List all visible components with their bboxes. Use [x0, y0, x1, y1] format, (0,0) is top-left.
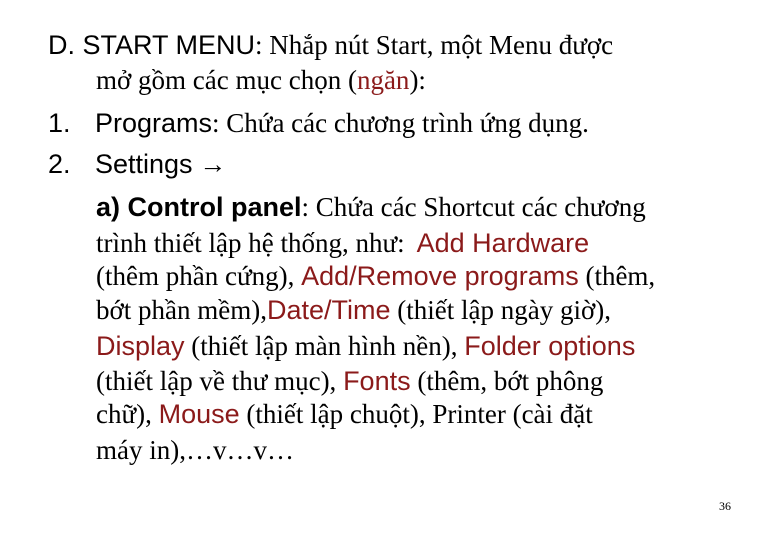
sub-a-line-5	[96, 329, 635, 363]
item-1-line	[48, 106, 589, 140]
datetime-highlight: Date/Time	[267, 295, 391, 325]
item-1-text: Chứa các chương trình ứng dụng.	[219, 108, 589, 138]
section-d-colon: :	[255, 30, 263, 60]
item-2-number: 2.	[48, 149, 71, 179]
sub-a-text-7: (thiết lập màn hình nền),	[184, 331, 465, 361]
sub-a-text-9: (thêm, bớt phông	[410, 366, 604, 396]
arrow-right-icon: →	[192, 149, 227, 179]
display-highlight: Display	[96, 331, 185, 361]
sub-a-colon: :	[301, 192, 310, 222]
mouse-highlight: Mouse	[158, 399, 240, 429]
section-d-text-3: ):	[409, 65, 426, 95]
sub-a-marker: a)	[96, 192, 128, 222]
sub-a-line-2	[96, 226, 589, 260]
add-remove-highlight: Add/Remove programs	[301, 261, 579, 291]
programs-label: Programs	[95, 108, 213, 138]
sub-a-text-1: Chứa các Shortcut các chương	[309, 192, 646, 222]
section-d-text-2: mở gồm các mục chọn (	[96, 65, 357, 95]
sub-a-text-11: (thiết lập chuột), Printer (cài đặt	[239, 399, 593, 429]
section-d-line-2	[96, 63, 426, 97]
item-1-number: 1.	[48, 108, 71, 138]
sub-a-line-6	[96, 364, 603, 398]
sub-a-line-3	[96, 259, 655, 293]
section-d-label: D. START MENU	[48, 30, 256, 60]
sub-a-text-5: bớt phần mềm),	[96, 295, 267, 325]
ngan-highlight: ngăn	[356, 65, 410, 95]
sub-a-text-10: chữ),	[96, 399, 159, 429]
section-d-line-1	[48, 28, 613, 62]
sub-a-line-4	[96, 293, 611, 327]
page-number: 36	[719, 499, 731, 513]
section-d-text-1: Nhắp nút Start, một Menu được	[262, 30, 614, 60]
fonts-highlight: Fonts	[343, 366, 411, 396]
control-panel-label: Control panel	[127, 192, 302, 222]
item-1-colon: :	[212, 108, 220, 138]
folder-options-highlight: Folder options	[464, 331, 636, 361]
sub-a-line-7	[96, 397, 593, 431]
sub-a-line-8	[96, 433, 294, 467]
sub-a-text-6: (thiết lập ngày giờ),	[390, 295, 612, 325]
sub-a-text-12: máy in),…v…v…	[96, 435, 294, 465]
sub-a-text-8: (thiết lập về thư mục),	[96, 366, 344, 396]
settings-label: Settings	[95, 149, 193, 179]
sub-a-line-1	[96, 190, 646, 224]
sub-a-text-2: trình thiết lập hệ thống, như:	[96, 228, 405, 258]
add-hardware-highlight: Add Hardware	[416, 228, 590, 258]
sub-a-text-4: (thêm,	[578, 261, 656, 291]
item-2-line	[48, 147, 226, 181]
sub-a-text-3: (thêm phần cứng),	[96, 261, 302, 291]
